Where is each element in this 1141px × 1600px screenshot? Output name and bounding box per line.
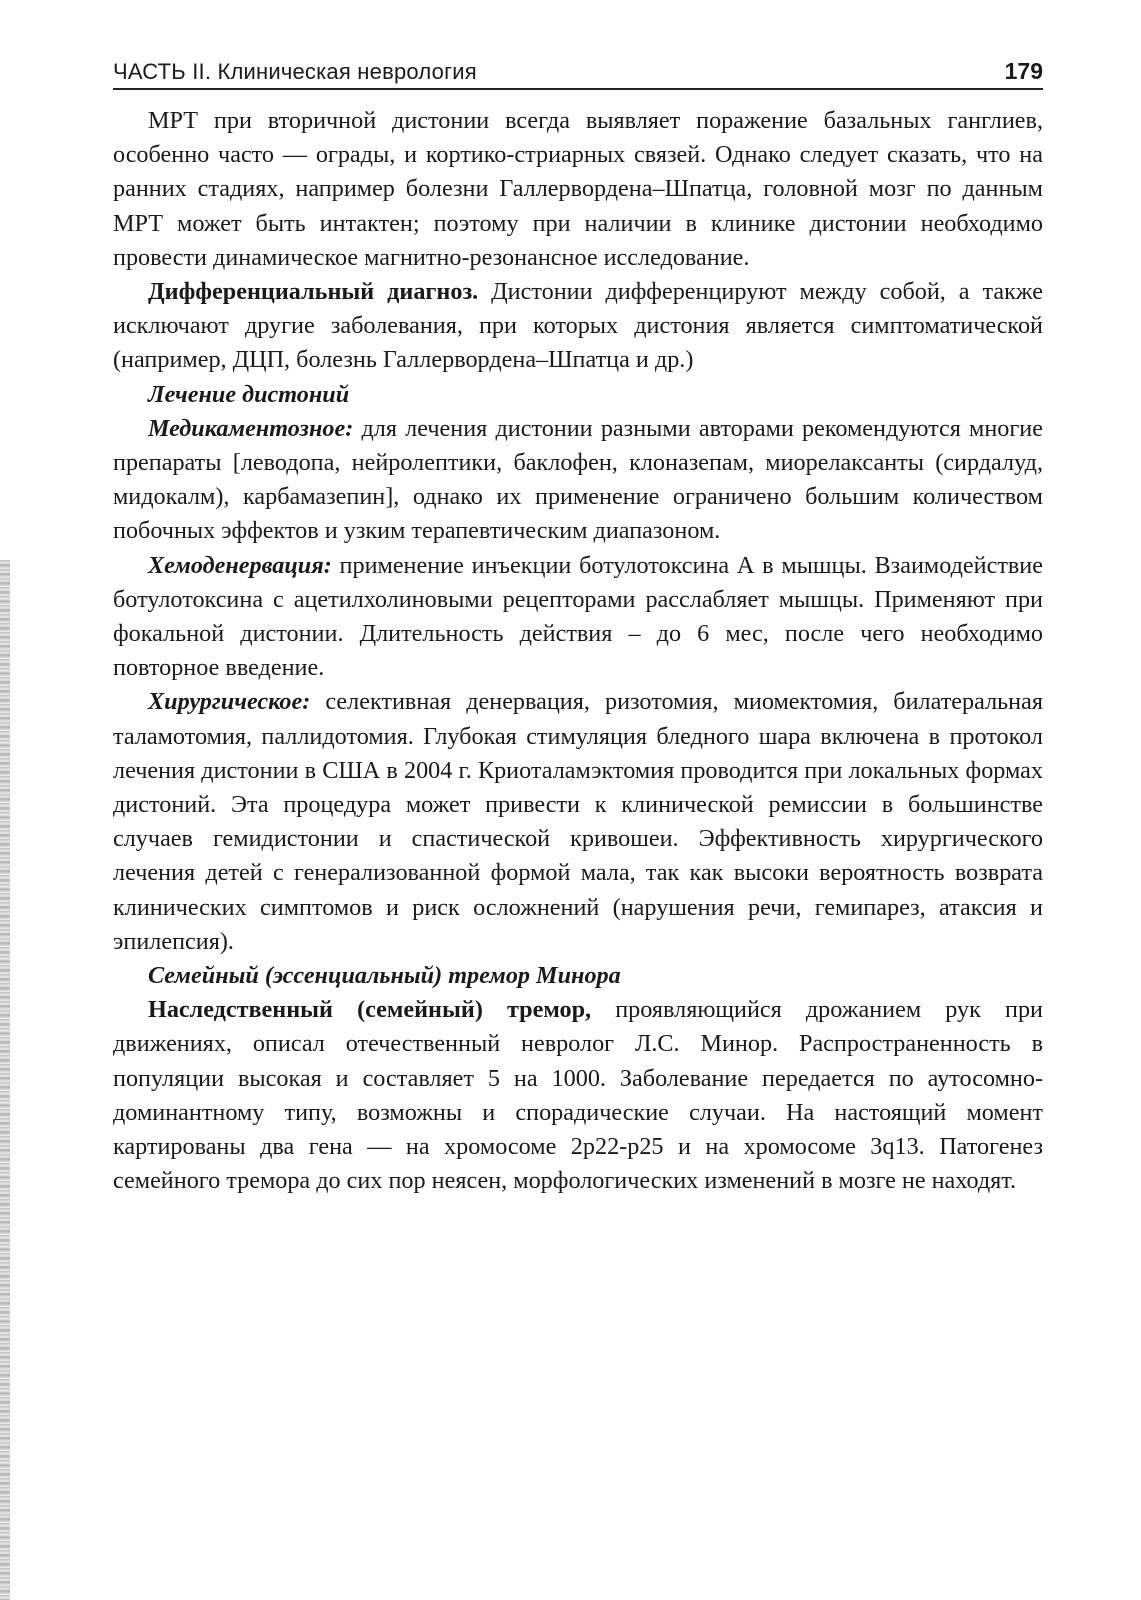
- paragraph-medication: [113, 412, 1043, 549]
- section-title: ЧАСТЬ II. Клиническая неврология: [113, 59, 477, 84]
- paragraph-hereditary-tremor: [113, 993, 1043, 1198]
- paragraph-lead: Наследственный (семейный) тремор,: [148, 996, 592, 1024]
- running-head: [113, 58, 1043, 90]
- paragraph-text: Дистонии дифференцируют между собой, а также исключают другие заболевания, при которых дистония является симптоматической (например, ДЦП, болезнь Галлервордена–Шпатца и др.): [113, 278, 1043, 374]
- paragraph-chemodenervation: [113, 549, 1043, 686]
- paragraph-lead: Хемоденервация:: [148, 551, 332, 579]
- paragraph-differential-diagnosis: [113, 275, 1043, 378]
- paragraph-lead: Хирургическое:: [148, 688, 311, 716]
- paragraph-text: селективная денервация, ризотомия, миомектомия, билатеральная таламотомия, паллидотомия. Глубокая стимуляция бледного шара включена в протокол лечения дистонии в США в 2004 г. Криоталамэктомия проводится при локальных формах дистоний. Эта процедура может привести к клинической ремиссии в большинстве случаев гемидистонии и спастической кривошеи. Эффективность хирургического лечения детей с генерализованной формой мала, так как высоки вероятность возврата клинических симптомов и риск осложнений (нарушения речи, гемипарез, атаксия и эпилепсия).: [113, 688, 1043, 955]
- book-page: [113, 58, 1043, 1199]
- paragraph-lead: Дифференциальный диагноз.: [148, 278, 479, 306]
- scan-edge-shadow: [0, 560, 10, 1600]
- subheading-treatment: Лечение дистоний: [148, 380, 350, 408]
- page-content: [113, 104, 1043, 1199]
- paragraph-text: для лечения дистонии разными авторами рекомендуются многие препараты [леводопа, нейролептики, баклофен, клоназепам, миорелаксанты (сирдалуд, мидокалм), карбамазепин], однако их применение ограничено большим количеством побочных эффектов и узким терапевтическим диапазоном.: [113, 414, 1043, 545]
- page-number: 179: [1004, 58, 1043, 84]
- paragraph-mri: МРТ при вторичной дистонии всегда выявляет поражение базальных ганглиев, особенно часто — ограды, и кортико-стриарных связей. Однако следует сказать, что на ранних стадиях, например болезни Галлервордена–Шпатца, головной мозг по данным МРТ может быть интактен; поэтому при наличии в клинике дистонии необходимо провести динамическое магнитно-резонансное исследование.: [113, 107, 1043, 271]
- paragraph-text: проявляющийся дрожанием рук при движениях, описал отечественный невролог Л.С. Минор. Распространенность в популяции высокая и составляет 5 на 1000. Заболевание передается по аутосомно-доминантному типу, возможны и спорадические случаи. На настоящий момент картированы два гена — на хромосоме 2p22-p25 и на хромосоме 3q13. Патогенез семейного тремора до сих пор неясен, морфологических изменений в мозге не находят.: [113, 996, 1043, 1195]
- subheading-tremor: Семейный (эссенциальный) тремор Минора: [148, 962, 621, 990]
- paragraph-surgical: [113, 685, 1043, 959]
- paragraph-lead: Медикаментозное:: [148, 414, 354, 442]
- paragraph-text: применение инъекции ботулотоксина А в мышцы. Взаимодействие ботулотоксина с ацетилхолиновыми рецепторами расслабляет мышцы. Применяют при фокальной дистонии. Длительность действия – до 6 мес, после чего необходимо повторное введение.: [113, 551, 1043, 682]
